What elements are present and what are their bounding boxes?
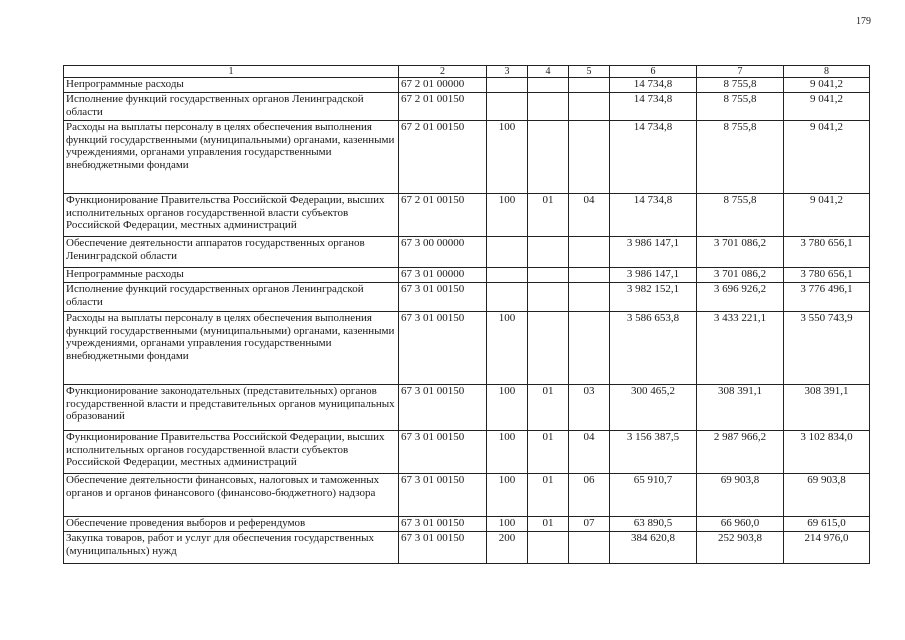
amount-col7-cell: 8 755,8 bbox=[697, 93, 784, 121]
budget-code-cell: 67 2 01 00000 bbox=[399, 78, 487, 93]
amount-col8-cell: 308 391,1 bbox=[784, 385, 870, 431]
budget-code-cell: 67 3 01 00150 bbox=[399, 517, 487, 532]
header-cell-6: 6 bbox=[610, 66, 697, 78]
amount-col8-cell: 3 550 743,9 bbox=[784, 312, 870, 385]
section-cell bbox=[528, 312, 569, 385]
table-row bbox=[64, 532, 870, 564]
amount-col7-cell: 66 960,0 bbox=[697, 517, 784, 532]
subsection-cell bbox=[569, 121, 610, 194]
subsection-cell bbox=[569, 93, 610, 121]
budget-code-cell: 67 3 01 00150 bbox=[399, 385, 487, 431]
expense-type-cell: 100 bbox=[487, 121, 528, 194]
amount-col7-cell: 3 701 086,2 bbox=[697, 237, 784, 268]
subsection-cell bbox=[569, 312, 610, 385]
table-row bbox=[64, 121, 870, 194]
expense-type-cell bbox=[487, 268, 528, 283]
amount-col7-cell: 3 701 086,2 bbox=[697, 268, 784, 283]
amount-col8-cell: 3 776 496,1 bbox=[784, 283, 870, 312]
budget-code-cell: 67 3 01 00000 bbox=[399, 268, 487, 283]
table-row bbox=[64, 194, 870, 237]
amount-col6-cell: 14 734,8 bbox=[610, 194, 697, 237]
expense-type-cell: 100 bbox=[487, 517, 528, 532]
table-row bbox=[64, 268, 870, 283]
header-cell-4: 4 bbox=[528, 66, 569, 78]
row-name-cell: Обеспечение деятельности финансовых, налоговых и таможенных органов и органов финансового (финансово-бюджетного) надзора bbox=[64, 474, 399, 517]
subsection-cell: 04 bbox=[569, 431, 610, 474]
budget-code-cell: 67 3 01 00150 bbox=[399, 431, 487, 474]
section-cell bbox=[528, 93, 569, 121]
budget-code-cell: 67 3 01 00150 bbox=[399, 474, 487, 517]
row-name-cell: Расходы на выплаты персоналу в целях обеспечения выполнения функций государственными (муниципальными) органами, казенными учреждениями, органами управления государственными внебюджетными фондами bbox=[64, 121, 399, 194]
amount-col7-cell: 308 391,1 bbox=[697, 385, 784, 431]
budget-code-cell: 67 3 01 00150 bbox=[399, 283, 487, 312]
amount-col8-cell: 3 780 656,1 bbox=[784, 268, 870, 283]
table-row bbox=[64, 431, 870, 474]
row-name-cell: Обеспечение проведения выборов и референдумов bbox=[64, 517, 399, 532]
section-cell: 01 bbox=[528, 194, 569, 237]
header-cell-2: 2 bbox=[399, 66, 487, 78]
amount-col6-cell: 63 890,5 bbox=[610, 517, 697, 532]
expense-type-cell bbox=[487, 237, 528, 268]
header-cell-7: 7 bbox=[697, 66, 784, 78]
subsection-cell: 03 bbox=[569, 385, 610, 431]
amount-col6-cell: 384 620,8 bbox=[610, 532, 697, 564]
expense-type-cell bbox=[487, 78, 528, 93]
row-name-cell: Обеспечение деятельности аппаратов государственных органов Ленинградской области bbox=[64, 237, 399, 268]
section-cell bbox=[528, 283, 569, 312]
row-name-cell: Исполнение функций государственных органов Ленинградской области bbox=[64, 283, 399, 312]
page-number: 179 bbox=[856, 16, 871, 27]
amount-col6-cell: 14 734,8 bbox=[610, 121, 697, 194]
header-cell-5: 5 bbox=[569, 66, 610, 78]
expense-type-cell: 100 bbox=[487, 474, 528, 517]
subsection-cell bbox=[569, 283, 610, 312]
section-cell bbox=[528, 532, 569, 564]
subsection-cell bbox=[569, 78, 610, 93]
amount-col8-cell: 3 780 656,1 bbox=[784, 237, 870, 268]
amount-col6-cell: 14 734,8 bbox=[610, 78, 697, 93]
subsection-cell: 04 bbox=[569, 194, 610, 237]
row-name-cell: Функционирование Правительства Российской Федерации, высших исполнительных органов государственной власти субъектов Российской Федерации, местных администраций bbox=[64, 431, 399, 474]
amount-col7-cell: 8 755,8 bbox=[697, 194, 784, 237]
amount-col8-cell: 9 041,2 bbox=[784, 194, 870, 237]
budget-code-cell: 67 3 01 00150 bbox=[399, 312, 487, 385]
table-row bbox=[64, 78, 870, 93]
row-name-cell: Закупка товаров, работ и услуг для обеспечения государственных (муниципальных) нужд bbox=[64, 532, 399, 564]
section-cell: 01 bbox=[528, 517, 569, 532]
row-name-cell: Непрограммные расходы bbox=[64, 268, 399, 283]
amount-col6-cell: 14 734,8 bbox=[610, 93, 697, 121]
section-cell bbox=[528, 268, 569, 283]
amount-col6-cell: 3 986 147,1 bbox=[610, 268, 697, 283]
expense-type-cell: 100 bbox=[487, 194, 528, 237]
table-row bbox=[64, 517, 870, 532]
subsection-cell bbox=[569, 532, 610, 564]
amount-col6-cell: 300 465,2 bbox=[610, 385, 697, 431]
section-cell bbox=[528, 78, 569, 93]
amount-col6-cell: 3 586 653,8 bbox=[610, 312, 697, 385]
expense-type-cell: 100 bbox=[487, 431, 528, 474]
section-cell: 01 bbox=[528, 431, 569, 474]
table-row bbox=[64, 312, 870, 385]
amount-col7-cell: 3 696 926,2 bbox=[697, 283, 784, 312]
amount-col7-cell: 69 903,8 bbox=[697, 474, 784, 517]
amount-col7-cell: 8 755,8 bbox=[697, 78, 784, 93]
expense-type-cell bbox=[487, 283, 528, 312]
header-cell-3: 3 bbox=[487, 66, 528, 78]
amount-col6-cell: 3 986 147,1 bbox=[610, 237, 697, 268]
amount-col7-cell: 2 987 966,2 bbox=[697, 431, 784, 474]
row-name-cell: Исполнение функций государственных органов Ленинградской области bbox=[64, 93, 399, 121]
budget-code-cell: 67 3 00 00000 bbox=[399, 237, 487, 268]
amount-col7-cell: 8 755,8 bbox=[697, 121, 784, 194]
budget-table bbox=[63, 65, 870, 564]
expense-type-cell: 100 bbox=[487, 312, 528, 385]
row-name-cell: Функционирование законодательных (представительных) органов государственной власти и представительных органов муниципальных образований bbox=[64, 385, 399, 431]
budget-code-cell: 67 2 01 00150 bbox=[399, 93, 487, 121]
budget-code-cell: 67 2 01 00150 bbox=[399, 194, 487, 237]
budget-code-cell: 67 2 01 00150 bbox=[399, 121, 487, 194]
section-cell bbox=[528, 121, 569, 194]
table-row bbox=[64, 474, 870, 517]
table-row bbox=[64, 385, 870, 431]
expense-type-cell: 200 bbox=[487, 532, 528, 564]
subsection-cell: 06 bbox=[569, 474, 610, 517]
amount-col8-cell: 69 615,0 bbox=[784, 517, 870, 532]
amount-col8-cell: 69 903,8 bbox=[784, 474, 870, 517]
amount-col7-cell: 3 433 221,1 bbox=[697, 312, 784, 385]
subsection-cell bbox=[569, 268, 610, 283]
amount-col8-cell: 214 976,0 bbox=[784, 532, 870, 564]
row-name-cell: Функционирование Правительства Российской Федерации, высших исполнительных органов государственной власти субъектов Российской Федерации, местных администраций bbox=[64, 194, 399, 237]
table-header-row bbox=[64, 66, 870, 78]
amount-col6-cell: 65 910,7 bbox=[610, 474, 697, 517]
subsection-cell bbox=[569, 237, 610, 268]
section-cell: 01 bbox=[528, 385, 569, 431]
budget-code-cell: 67 3 01 00150 bbox=[399, 532, 487, 564]
amount-col8-cell: 9 041,2 bbox=[784, 121, 870, 194]
table-row bbox=[64, 283, 870, 312]
row-name-cell: Непрограммные расходы bbox=[64, 78, 399, 93]
section-cell: 01 bbox=[528, 474, 569, 517]
header-cell-8: 8 bbox=[784, 66, 870, 78]
amount-col8-cell: 9 041,2 bbox=[784, 78, 870, 93]
amount-col7-cell: 252 903,8 bbox=[697, 532, 784, 564]
row-name-cell: Расходы на выплаты персоналу в целях обеспечения выполнения функций государственными (муниципальными) органами, казенными учреждениями, органами управления государственными внебюджетными фондами bbox=[64, 312, 399, 385]
expense-type-cell bbox=[487, 93, 528, 121]
table-row bbox=[64, 237, 870, 268]
table-row bbox=[64, 93, 870, 121]
amount-col8-cell: 9 041,2 bbox=[784, 93, 870, 121]
amount-col8-cell: 3 102 834,0 bbox=[784, 431, 870, 474]
amount-col6-cell: 3 156 387,5 bbox=[610, 431, 697, 474]
header-cell-1: 1 bbox=[64, 66, 399, 78]
amount-col6-cell: 3 982 152,1 bbox=[610, 283, 697, 312]
section-cell bbox=[528, 237, 569, 268]
subsection-cell: 07 bbox=[569, 517, 610, 532]
expense-type-cell: 100 bbox=[487, 385, 528, 431]
